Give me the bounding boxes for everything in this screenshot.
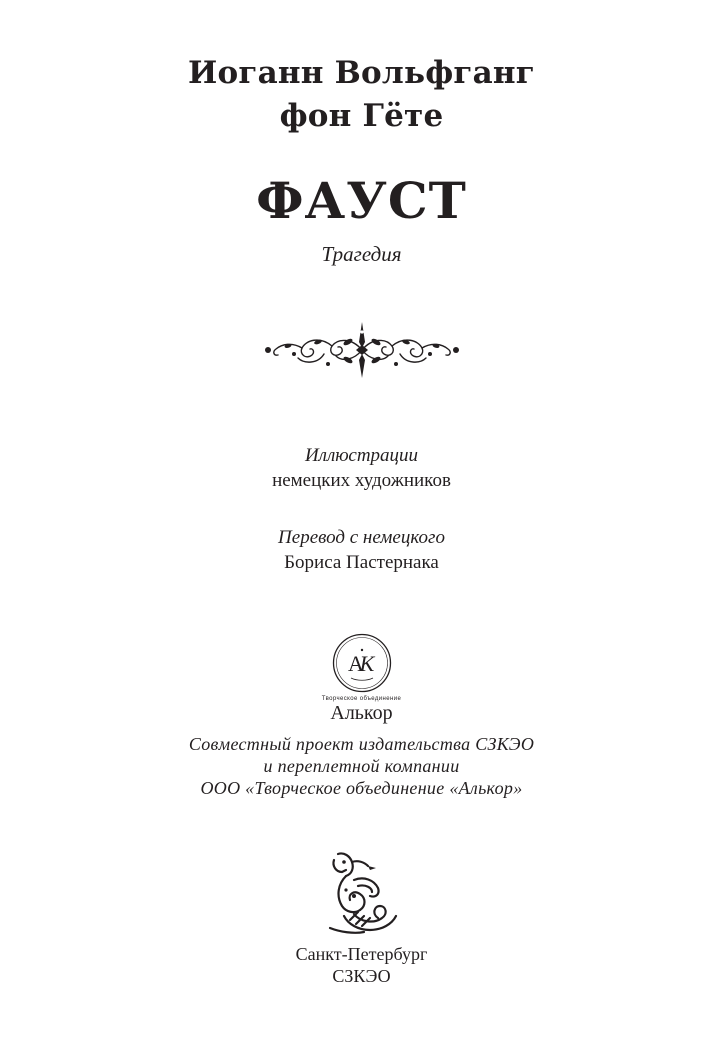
monogram-a: A bbox=[348, 651, 364, 676]
alkor-logo-icon bbox=[331, 632, 393, 694]
author-name-line-2: фон Гёте bbox=[279, 98, 444, 134]
illustrations-label: Иллюстрации bbox=[304, 445, 419, 466]
translator-name: Бориса Пастернака bbox=[284, 552, 439, 573]
griffin-emblem-icon bbox=[324, 850, 400, 936]
translation-label: Перевод с немецкого bbox=[278, 527, 445, 548]
alkor-name: Алькор bbox=[330, 702, 393, 724]
illustrations-value: немецких художников bbox=[272, 470, 451, 491]
book-subtitle: Трагедия bbox=[321, 242, 402, 266]
imprint-publisher: СЗКЭО bbox=[332, 966, 391, 986]
project-note-line-1: Совместный проект издательства СЗКЭО bbox=[188, 734, 535, 754]
author-name-line-1: Иоганн Вольфганг bbox=[188, 55, 535, 91]
imprint-city: Санкт-Петербург bbox=[295, 944, 428, 964]
floral-ornament-icon bbox=[262, 318, 462, 382]
project-note-line-2: и переплетной компании bbox=[263, 756, 460, 776]
book-title: ФАУСТ bbox=[256, 171, 467, 230]
monogram-k: K bbox=[359, 651, 375, 676]
alkor-caption: Творческое объединение bbox=[321, 696, 402, 702]
project-note-line-3: ООО «Творческое объединение «Алькор» bbox=[200, 778, 523, 798]
